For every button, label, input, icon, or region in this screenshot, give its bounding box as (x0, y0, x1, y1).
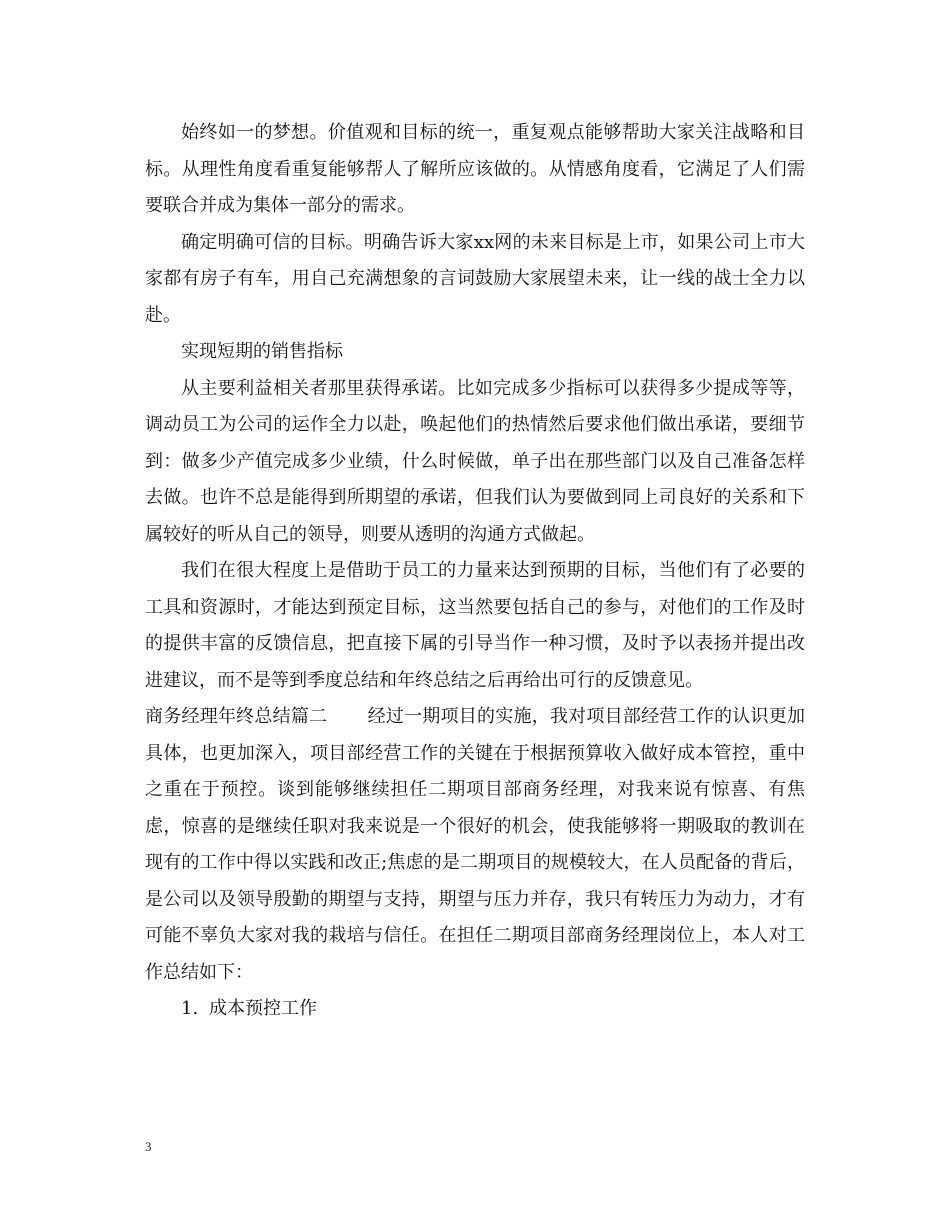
paragraph-commitment: 从主要利益相关者那里获得承诺。比如完成多少指标可以获得多少提成等等，调动员工为公司的运作全力以赴，唤起他们的热情然后要求他们做出承诺，要细节到：做多少产值完成多少业绩，什么时候做，单子出在那些部门以及自己准备怎样去做。也许不总是能得到所期望的承诺，但我们认为要做到同上司良好的关系和下属较好的听从自己的领导，则要从透明的沟通方式做起。 (145, 377, 805, 545)
list-item-cost-control (145, 991, 805, 1028)
list-item-number: 1. (181, 998, 199, 1019)
list-item-text: 成本预控工作 (209, 998, 317, 1019)
paragraph-goal: 确定明确可信的目标。明确告诉大家xx网的未来目标是上市，如果公司上市大家都有房子有车，用自己充满想象的言词鼓励大家展望未来，让一线的战士全力以赴。 (145, 231, 805, 326)
section-title: 商务经理年终总结篇二 (145, 706, 328, 727)
page-number: 3 (145, 1139, 152, 1154)
paragraph-feedback: 我们在很大程度上是借助于员工的力量来达到预期的目标，当他们有了必要的工具和资源时，才能达到预定目标，这当然要包括自己的参与，对他们的工作及时的提供丰富的反馈信息，把直接下属的引导当作一种习惯，及时予以表扬并提出改进建议，而不是等到季度总结和年终总结之后再给出可行的反馈意见。 (145, 560, 805, 691)
paragraph-dream: 始终如一的梦想。价值观和目标的统一，重复观点能够帮助大家关注战略和目标。从理性角度看重复能够帮人了解所应该做的。从情感角度看，它满足了人们需要联合并成为集体一部分的需求。 (145, 122, 805, 216)
section-body: 经过一期项目的实施，我对项目部经营工作的认识更加具体，也更加深入，项目部经营工作的关键在于根据预算收入做好成本管控，重中之重在于预控。谈到能够继续担任二期项目部商务经理，对我来说有惊喜、有焦虑，惊喜的是继续任职对我来说是一个很好的机会，使我能够将一期吸取的教训在现有的工作中得以实践和改正;焦虑的是二期项目的规模较大，在人员配备的背后，是公司以及领导殷勤的期望与支持，期望与压力并存，我只有转压力为动力，才有可能不辜负大家对我的栽培与信任。在担任二期项目部商务经理岗位上，本人对工作总结如下： (145, 706, 806, 983)
subheading-sales-target: 实现短期的销售指标 (181, 341, 343, 362)
section-two (145, 699, 805, 991)
document-body (145, 115, 805, 1028)
